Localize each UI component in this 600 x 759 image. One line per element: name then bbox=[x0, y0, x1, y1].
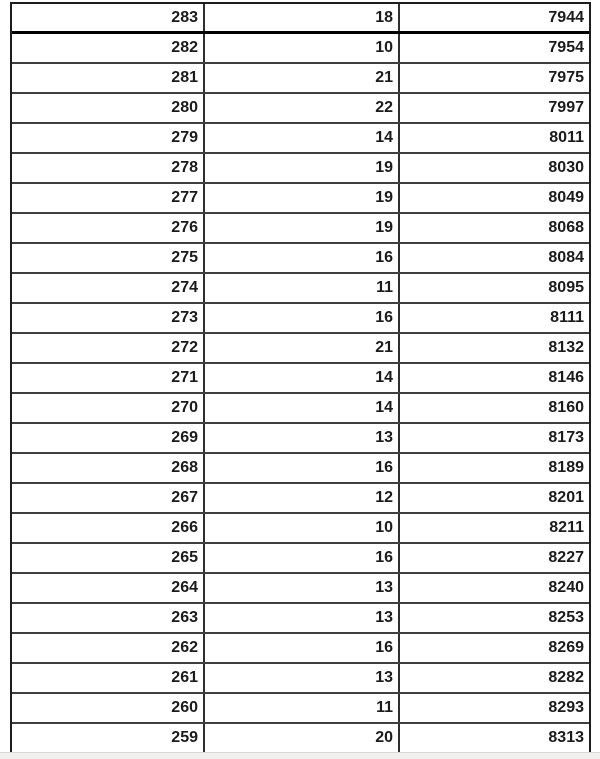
table-cell[interactable]: 8084 bbox=[548, 249, 584, 266]
table-cell[interactable]: 8173 bbox=[548, 429, 584, 446]
table-cell[interactable]: 268 bbox=[12, 454, 205, 482]
table-cell[interactable]: 262 bbox=[12, 634, 205, 662]
table-cell[interactable]: 277 bbox=[12, 184, 205, 212]
table-cell[interactable]: 8132 bbox=[548, 339, 584, 356]
table-cell[interactable]: 13 bbox=[205, 604, 400, 632]
table-cell[interactable]: 10 bbox=[205, 34, 400, 62]
table-cell[interactable]: 16 bbox=[205, 304, 400, 332]
table-cell[interactable]: 282 bbox=[12, 34, 205, 62]
table-cell[interactable]: 261 bbox=[12, 664, 205, 692]
table-cell[interactable]: 8253 bbox=[548, 609, 584, 626]
table-cell[interactable]: 13 bbox=[205, 424, 400, 452]
table-row bbox=[12, 574, 589, 604]
table-cell[interactable]: 8211 bbox=[549, 519, 584, 536]
table-cell[interactable]: 265 bbox=[12, 544, 205, 572]
table-cell[interactable]: 7954 bbox=[548, 39, 584, 56]
table-cell[interactable]: 8227 bbox=[548, 549, 584, 566]
table-cell[interactable]: 273 bbox=[12, 304, 205, 332]
table-cell[interactable]: 19 bbox=[205, 154, 400, 182]
table-cell[interactable]: 20 bbox=[205, 724, 400, 752]
table-cell[interactable]: 8282 bbox=[548, 669, 584, 686]
table-row bbox=[12, 94, 589, 124]
table-row bbox=[12, 634, 589, 664]
table-row bbox=[12, 154, 589, 184]
table-cell[interactable]: 22 bbox=[205, 94, 400, 122]
table-row bbox=[12, 214, 589, 244]
table-row bbox=[12, 124, 589, 154]
data-table bbox=[10, 2, 591, 754]
table-row bbox=[12, 694, 589, 724]
table-cell[interactable]: 8160 bbox=[548, 399, 584, 416]
table-cell[interactable]: 14 bbox=[205, 364, 400, 392]
table-cell[interactable]: 8068 bbox=[548, 219, 584, 236]
table-row bbox=[12, 514, 589, 544]
table-row bbox=[12, 454, 589, 484]
table-row bbox=[12, 604, 589, 634]
table-cell[interactable]: 279 bbox=[12, 124, 205, 152]
table-cell[interactable]: 13 bbox=[205, 664, 400, 692]
table-cell[interactable]: 275 bbox=[12, 244, 205, 272]
table-row bbox=[12, 4, 589, 34]
table-cell[interactable]: 16 bbox=[205, 544, 400, 572]
table-cell[interactable]: 8240 bbox=[548, 579, 584, 596]
table-row bbox=[12, 64, 589, 94]
table-cell[interactable]: 11 bbox=[205, 694, 400, 722]
table-cell[interactable]: 18 bbox=[205, 4, 400, 31]
table-cell[interactable]: 12 bbox=[205, 484, 400, 512]
table-cell[interactable]: 21 bbox=[205, 64, 400, 92]
table-row bbox=[12, 664, 589, 694]
table-row bbox=[12, 424, 589, 454]
table-cell[interactable]: 272 bbox=[12, 334, 205, 362]
table-cell[interactable]: 278 bbox=[12, 154, 205, 182]
table-cell[interactable]: 10 bbox=[205, 514, 400, 542]
table-cell[interactable]: 14 bbox=[205, 394, 400, 422]
table-cell[interactable]: 270 bbox=[12, 394, 205, 422]
table-cell[interactable]: 8030 bbox=[548, 159, 584, 176]
table-cell[interactable]: 7997 bbox=[548, 99, 584, 116]
table-cell[interactable]: 266 bbox=[12, 514, 205, 542]
table-cell[interactable]: 274 bbox=[12, 274, 205, 302]
table-row bbox=[12, 34, 589, 64]
table-cell[interactable]: 7975 bbox=[548, 69, 584, 86]
table-cell[interactable]: 283 bbox=[12, 4, 205, 31]
table-cell[interactable]: 8095 bbox=[548, 279, 584, 296]
table-cell[interactable]: 8111 bbox=[550, 309, 584, 326]
table-cell[interactable]: 11 bbox=[205, 274, 400, 302]
table-cell[interactable]: 281 bbox=[12, 64, 205, 92]
table-row bbox=[12, 544, 589, 574]
table-row bbox=[12, 304, 589, 334]
table-cell[interactable]: 16 bbox=[205, 244, 400, 272]
table-row bbox=[12, 484, 589, 514]
table-row bbox=[12, 184, 589, 214]
table-cell[interactable]: 14 bbox=[205, 124, 400, 152]
table-cell[interactable]: 21 bbox=[205, 334, 400, 362]
table-cell[interactable]: 8189 bbox=[548, 459, 584, 476]
table-cell[interactable]: 259 bbox=[12, 724, 205, 752]
table-cell[interactable]: 263 bbox=[12, 604, 205, 632]
table-row bbox=[12, 364, 589, 394]
table-row bbox=[12, 724, 589, 754]
table-cell[interactable]: 271 bbox=[12, 364, 205, 392]
table-row bbox=[12, 394, 589, 424]
table-cell[interactable]: 16 bbox=[205, 634, 400, 662]
table-row bbox=[12, 274, 589, 304]
table-cell[interactable]: 8293 bbox=[548, 699, 584, 716]
table-cell[interactable]: 16 bbox=[205, 454, 400, 482]
table-cell[interactable]: 8011 bbox=[549, 129, 584, 146]
table-cell[interactable]: 13 bbox=[205, 574, 400, 602]
table-cell[interactable]: 19 bbox=[205, 184, 400, 212]
table-row bbox=[12, 244, 589, 274]
table-cell[interactable]: 8049 bbox=[548, 189, 584, 206]
bottom-margin bbox=[0, 752, 600, 759]
table-cell[interactable]: 269 bbox=[12, 424, 205, 452]
table-cell[interactable]: 264 bbox=[12, 574, 205, 602]
table-cell[interactable]: 8146 bbox=[548, 369, 584, 386]
table-cell[interactable]: 7944 bbox=[548, 8, 584, 26]
table-cell[interactable]: 276 bbox=[12, 214, 205, 242]
table-cell[interactable]: 8269 bbox=[548, 639, 584, 656]
table-cell[interactable]: 19 bbox=[205, 214, 400, 242]
table-cell[interactable]: 8313 bbox=[548, 729, 584, 746]
table-cell[interactable]: 8201 bbox=[548, 489, 584, 506]
table-cell[interactable]: 260 bbox=[12, 694, 205, 722]
table-row bbox=[12, 334, 589, 364]
table-cell[interactable]: 280 bbox=[12, 94, 205, 122]
table-cell[interactable]: 267 bbox=[12, 484, 205, 512]
